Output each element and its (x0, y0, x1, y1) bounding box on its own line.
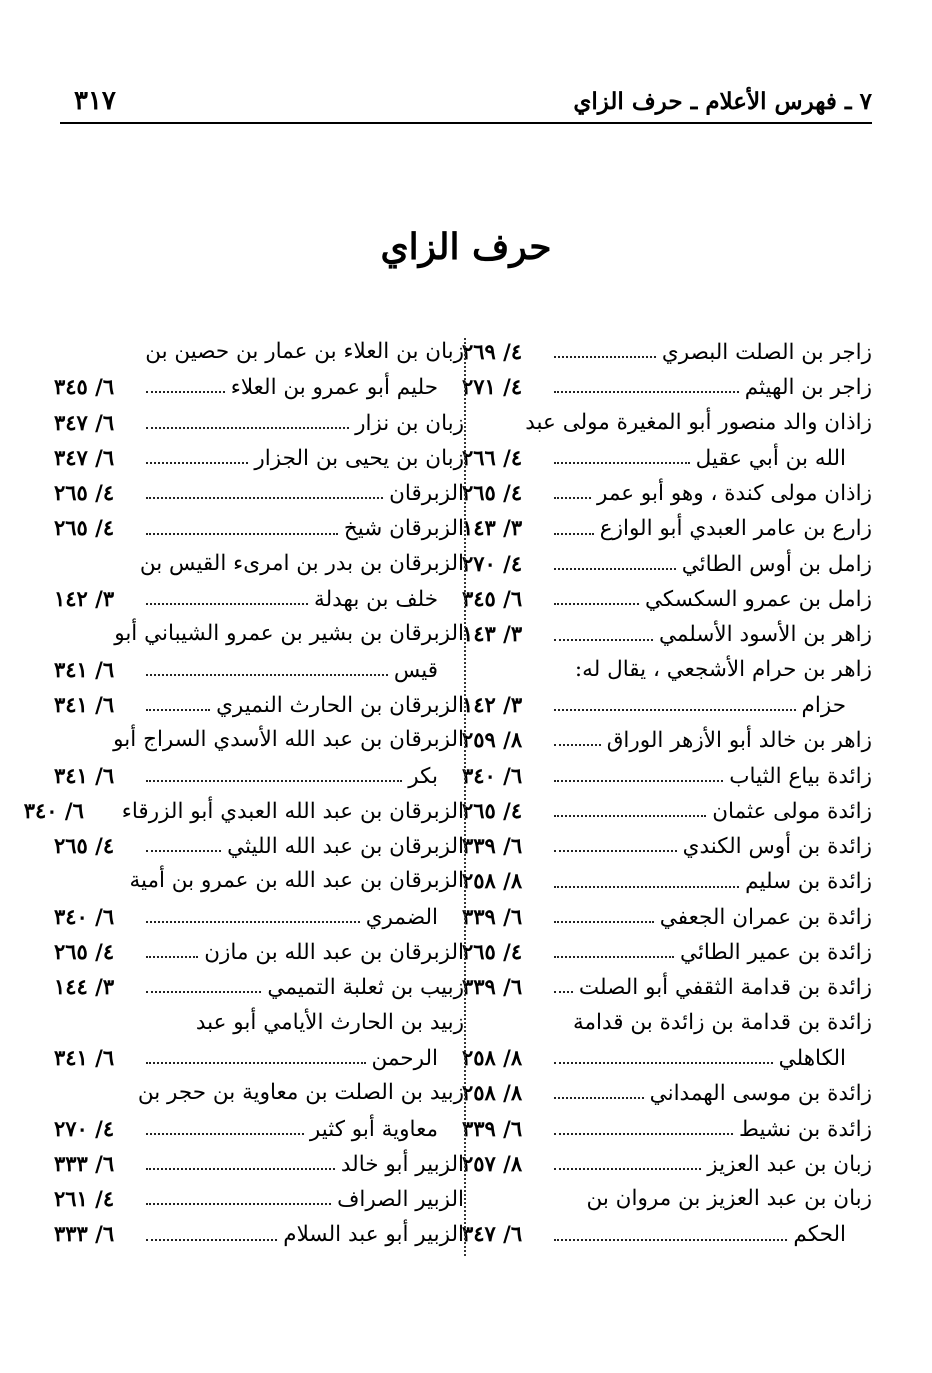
index-column-right (462, 334, 872, 1252)
entry-name: زبان بن عبد العزيز (707, 1151, 872, 1177)
entry-name: زبيد بن الحارث الأيامي أبو عبد (195, 1009, 464, 1035)
entry-reference: ٨/ ٢٥٨ (462, 868, 523, 894)
entry-reference: ٣/ ١٤٤ (54, 974, 115, 1000)
page-number: ٣١٧ (74, 86, 116, 116)
entry-name: زائدة بن قدامة الثقفي أبو الصلت (578, 975, 872, 1001)
entry-reference: ٦/ ٣٤٠ (23, 797, 84, 823)
dot-leader (146, 602, 308, 605)
entry-name: زارع بن عامر العبدي أبو الوازع (599, 516, 872, 542)
index-entry (54, 369, 464, 404)
dot-leader (146, 779, 402, 782)
dot-leader (146, 426, 349, 429)
entry-reference: ٣/ ١٤٢ (54, 586, 115, 612)
entry-name: الزبرقان بن عبد الله الليثي (227, 834, 464, 860)
entry-reference: ٦/ ٣٣٩ (462, 903, 523, 929)
entry-reference: ٤/ ٢٦٥ (462, 797, 523, 823)
dot-leader (146, 673, 388, 676)
dot-leader (146, 990, 261, 993)
entry-reference: ٦/ ٣٤٥ (462, 586, 523, 612)
index-entry (54, 581, 464, 616)
entry-reference: ٦/ ٣٣٩ (462, 1115, 523, 1141)
index-entry (462, 722, 872, 757)
index-entry (54, 510, 464, 545)
entry-reference: ٤/ ٢٧٠ (462, 550, 523, 576)
entry-name: الزبير الصراف (337, 1187, 464, 1213)
index-entry (462, 652, 872, 687)
entry-reference: ٦/ ٣٤٧ (54, 444, 115, 470)
index-entry (54, 1005, 464, 1040)
entry-name: الزبرقان بن عبد الله بن مازن (204, 940, 464, 966)
index-entry (462, 369, 872, 404)
dot-leader (554, 1238, 787, 1241)
entry-reference: ٦/ ٣٤١ (54, 1044, 115, 1070)
entry-reference: ٨/ ٢٥٨ (462, 1080, 523, 1106)
entry-name: زائدة بياع الثياب (729, 763, 872, 789)
entry-reference: ٤/ ٢٦١ (54, 1186, 115, 1212)
index-entry (54, 546, 464, 581)
entry-name: زائدة مولى عثمان (712, 798, 872, 824)
index-entry (462, 440, 872, 475)
index-entry (462, 546, 872, 581)
entry-reference: ٤/ ٢٦٥ (462, 480, 523, 506)
entry-reference: ٤/ ٢٦٦ (462, 444, 523, 470)
dot-leader (146, 461, 248, 464)
dot-leader (146, 390, 225, 393)
entry-name: زائدة بن نشيط (739, 1116, 872, 1142)
entry-name: زائدة بن عمران الجعفي (659, 904, 872, 930)
entry-reference: ٦/ ٣٤٧ (462, 1221, 523, 1247)
dot-leader (554, 567, 676, 570)
entry-name: الضمري (365, 904, 438, 930)
entry-name: زاجر بن الصلت البصري (661, 340, 872, 365)
index-entry (54, 1146, 464, 1181)
index-entry (462, 405, 872, 440)
dot-leader (146, 532, 338, 535)
entry-name: زامل بن أوس الطائي (681, 551, 872, 577)
entry-reference: ٦/ ٣٤٠ (462, 762, 523, 788)
entry-name: بكر (408, 763, 438, 789)
entry-name: الزبرقان بن بشير بن عمرو الشيباني أبو (114, 621, 464, 647)
index-entry (462, 581, 872, 616)
entry-name: الزبرقان بن بدر بن امرىء القيس بن (139, 550, 464, 576)
index-entry (23, 793, 464, 828)
entry-name: زبان بن نزار (355, 410, 464, 436)
dot-leader (554, 532, 594, 535)
entry-reference: ٤/ ٢٦٥ (54, 515, 115, 541)
index-entry (54, 440, 464, 475)
index-entry (54, 652, 464, 687)
index-entry (54, 899, 464, 934)
entry-reference: ٦/ ٣٤١ (54, 691, 115, 717)
dot-leader (554, 955, 674, 958)
entry-name: زائدة بن سليم (745, 869, 872, 895)
entry-name: زبان بن عبد العزيز بن مروان بن (586, 1186, 872, 1212)
index-entry (54, 1216, 464, 1251)
dot-leader (554, 638, 653, 641)
index-entry (54, 405, 464, 440)
entry-reference: ٦/ ٣٤١ (54, 656, 115, 682)
entry-reference: ٤/ ٢٦٥ (462, 939, 523, 965)
entry-name: الزبير أبو عبد السلام (283, 1222, 464, 1248)
entry-reference: ٤/ ٢٧١ (462, 374, 523, 400)
index-entry (54, 863, 464, 898)
entry-name: الزبرقان بن عبد الله الأسدي السراج أبو (113, 727, 464, 753)
entry-name: الزبرقان (389, 481, 464, 507)
entry-reference: ٦/ ٣٣٩ (462, 833, 523, 859)
index-column-left (23, 334, 464, 1252)
entry-reference: ٦/ ٣٤٠ (54, 903, 115, 929)
index-entry (462, 969, 872, 1004)
index-entry (54, 1181, 464, 1216)
entry-name: زبيب بن ثعلبة التميمي (267, 975, 464, 1001)
index-entry (462, 863, 872, 898)
dot-leader (554, 990, 573, 993)
entry-reference: ٤/ ٢٦٩ (462, 339, 523, 364)
index-entry (462, 475, 872, 510)
dot-leader (146, 1167, 335, 1170)
dot-leader (554, 602, 639, 605)
entry-name: الزبرقان بن الحارث النميري (216, 692, 464, 718)
index-entry (462, 1040, 872, 1075)
entry-reference: ٤/ ٢٦٥ (54, 939, 115, 965)
dot-leader (554, 1096, 644, 1099)
entry-name: الرحمن (371, 1045, 438, 1071)
dot-leader (146, 1061, 366, 1064)
dot-leader (146, 955, 198, 958)
dot-leader (146, 1132, 304, 1135)
index-entry (462, 758, 872, 793)
entry-name: خلف بن بهدلة (314, 587, 438, 613)
index-entry (462, 1075, 872, 1110)
dot-leader (146, 1202, 331, 1205)
index-entry (54, 1040, 464, 1075)
entry-name: الزبير أبو خالد (340, 1151, 464, 1177)
entry-name: زائدة بن أوس الكندي (682, 834, 872, 860)
index-entry (54, 1111, 464, 1146)
entry-name: الله بن أبي عقيل (695, 445, 846, 471)
dot-leader (554, 920, 654, 923)
entry-reference: ٦/ ٣٤١ (54, 762, 115, 788)
index-entry (462, 1111, 872, 1146)
running-title: ٧ ـ فهرس الأعلام ـ حرف الزاي (573, 88, 872, 115)
entry-reference: ٨/ ٢٥٧ (462, 1150, 523, 1176)
entry-reference: ٦/ ٣٣٣ (54, 1221, 115, 1247)
section-title: حرف الزاي (380, 226, 552, 268)
index-entry (54, 616, 464, 651)
entry-reference: ٣/ ١٤٢ (462, 691, 523, 717)
index-entry (462, 899, 872, 934)
entry-name: زاهر بن خالد أبو الأزهر الوراق (606, 728, 872, 754)
index-entry (54, 687, 464, 722)
entry-reference: ٦/ ٣٣٩ (462, 974, 523, 1000)
index-entry (54, 758, 464, 793)
entry-name: زاذان والد منصور أبو المغيرة مولى عبد (525, 409, 872, 435)
index-entry (54, 969, 464, 1004)
entry-reference: ٨/ ٢٥٨ (462, 1044, 523, 1070)
index-entry (54, 722, 464, 757)
dot-leader (554, 814, 706, 817)
entry-reference: ٤/ ٢٧٠ (54, 1115, 115, 1141)
entry-reference: ٣/ ١٤٣ (462, 515, 523, 541)
entry-name: زامل بن عمرو السكسكي (644, 587, 872, 613)
index-entry (462, 1181, 872, 1216)
dot-leader (554, 743, 601, 746)
index-entry (462, 828, 872, 863)
index-entry (462, 616, 872, 651)
entry-name: زاجر بن الهيثم (744, 375, 872, 401)
dot-leader (554, 1132, 733, 1135)
index-entry (462, 1005, 872, 1040)
entry-name: حزام (801, 692, 846, 718)
entry-reference: ٦/ ٣٤٧ (54, 409, 115, 435)
entry-reference: ٨/ ٢٥٩ (462, 727, 523, 753)
dot-leader (146, 1238, 277, 1241)
entry-name: زائدة بن عمير الطائي (680, 940, 872, 966)
entry-reference: ٦/ ٣٤٥ (54, 374, 115, 400)
running-header (60, 82, 872, 124)
dot-leader (554, 708, 796, 711)
entry-name: زبيد بن الصلت بن معاوية بن حجر بن (137, 1080, 464, 1106)
dot-leader (146, 920, 360, 923)
entry-name: الزبرقان شيخ (343, 516, 464, 542)
index-entry (462, 1146, 872, 1181)
dot-leader (554, 885, 739, 888)
dot-leader (146, 708, 210, 711)
entry-name: زاهر بن حرام الأشجعي ، يقال له: (574, 656, 872, 682)
entry-name: زاهر بن الأسود الأسلمي (658, 622, 872, 648)
entry-name: معاوية أبو كثير (309, 1116, 438, 1142)
column-divider (464, 338, 466, 1256)
index-entry (462, 510, 872, 545)
index-entry (54, 475, 464, 510)
dot-leader (554, 496, 591, 499)
entry-name: الزبرقان بن عبد الله العبدي أبو الزرقاء (121, 798, 464, 824)
entry-name: زائدة بن قدامة بن زائدة بن قدامة (573, 1009, 872, 1035)
entry-name: زاذان مولى كندة ، وهو أبو عمر (596, 481, 872, 507)
entry-name: الزبرقان بن عبد الله بن عمرو بن أمية (129, 868, 464, 894)
dot-leader (554, 1061, 773, 1064)
index-entry (462, 687, 872, 722)
dot-leader (554, 779, 723, 782)
entry-name: زبان بن يحيى بن الجزار (254, 445, 464, 471)
entry-reference: ٤/ ٢٦٥ (54, 833, 115, 859)
index-entry (462, 934, 872, 969)
entry-reference: ٣/ ١٤٣ (462, 621, 523, 647)
index-entry (54, 828, 464, 863)
dot-leader (554, 1167, 701, 1170)
index-entry (54, 334, 464, 369)
entry-name: الكاهلي (778, 1045, 846, 1071)
index-entry (462, 793, 872, 828)
dot-leader (554, 390, 739, 393)
index-entry (54, 1075, 464, 1110)
dot-leader (554, 355, 656, 358)
dot-leader (554, 461, 690, 464)
index-entry (462, 1216, 872, 1251)
index-entry (54, 934, 464, 969)
dot-leader (146, 849, 221, 852)
entry-reference: ٤/ ٢٦٥ (54, 480, 115, 506)
entry-reference: ٦/ ٣٣٣ (54, 1150, 115, 1176)
entry-name: قيس (393, 657, 438, 683)
entry-name: زبان بن العلاء بن عمار بن حصين بن (145, 339, 464, 364)
entry-name: زائدة بن موسى الهمداني (649, 1081, 872, 1107)
dot-leader (554, 849, 677, 852)
dot-leader (146, 496, 383, 499)
index-entry (462, 334, 872, 369)
entry-name: الحكم (793, 1222, 846, 1248)
entry-name: حليم أبو عمرو بن العلاء (230, 375, 438, 401)
